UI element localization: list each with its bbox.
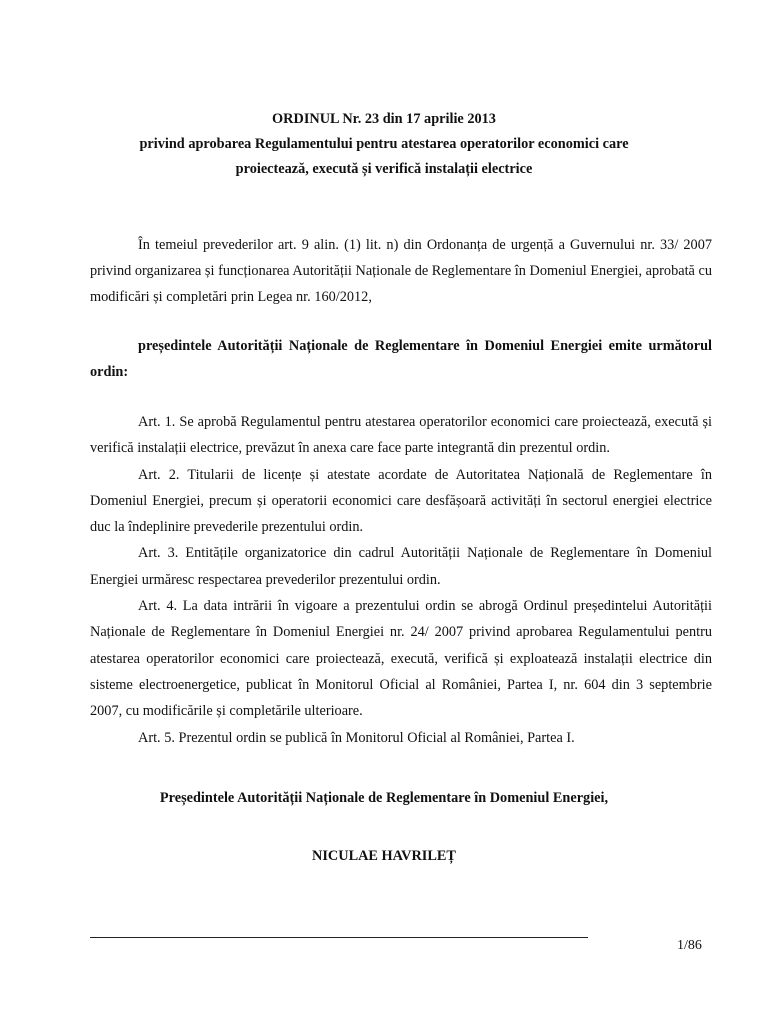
article-1: Art. 1. Se aprobă Regulamentul pentru atestarea operatorilor economici care proiectează, execută și verifică instalații electrice, prevăzut în anexa care face parte integrantă din prezentul ordin. [90, 414, 712, 457]
title-line-order: ORDINUL Nr. 23 din 17 aprilie 2013 [272, 111, 496, 127]
article-4: Art. 4. La data intrării în vigoare a prezentului ordin se abrogă Ordinul președintelui Autorității Naționale de Reglementare în Domeniul Energiei nr. 24/ 2007 privind aprobarea Regulamentului pentru atestarea operatorilor economici care proiectează, execută, verifică și exploatează instalații electrice din sisteme electroenergetice, publicat în Monitorul Oficial al României, Partea I, nr. 604 din 3 septembrie 2007, cu modificările și completările ulterioare. [90, 598, 712, 720]
article-5: Art. 5. Prezentul ordin se publică în Monitorul Oficial al României, Partea I. [138, 729, 575, 746]
preamble-section [90, 232, 712, 310]
footer-divider [90, 937, 588, 938]
title-line-subject: privind aprobarea Regulamentului pentru atestarea operatorilor economici care [139, 136, 629, 152]
issuer-paragraph: președintele Autorității Naționale de Reglementare în Domeniul Energiei emite următorul ordin: [90, 338, 712, 380]
signature-name: NICULAE HAVRILEȚ [312, 848, 456, 864]
title-line-subject-continued: proiectează, execută și verifică instalații electrice [235, 161, 533, 177]
page-number: 1/86 [677, 938, 702, 953]
preamble-paragraph: În temeiul prevederilor art. 9 alin. (1) lit. n) din Ordonanța de urgență a Guvernului nr. 33/ 2007 privind organizarea și funcționarea Autorității Naționale de Reglementare în Domeniul Energiei, aprobată cu modificări și completări prin Legea nr. 160/2012, [90, 237, 712, 305]
document-title [60, 107, 708, 182]
article-2: Art. 2. Titularii de licențe și atestate acordate de Autoritatea Națională de Reglementare în Domeniul Energiei, precum și operatorii economici care desfășoară activități în sectorul energiei electrice duc la îndeplinire prevederile prezentului ordin. [90, 466, 712, 536]
article-3: Art. 3. Entitățile organizatorice din cadrul Autorității Naționale de Reglementare în Domeniul Energiei urmăresc respectarea prevederilor prezentului ordin. [90, 545, 712, 588]
issuer-section [90, 333, 712, 385]
articles-section [90, 409, 712, 751]
signature-title: Președintele Autorității Naționale de Reglementare în Domeniul Energiei, [159, 790, 609, 806]
